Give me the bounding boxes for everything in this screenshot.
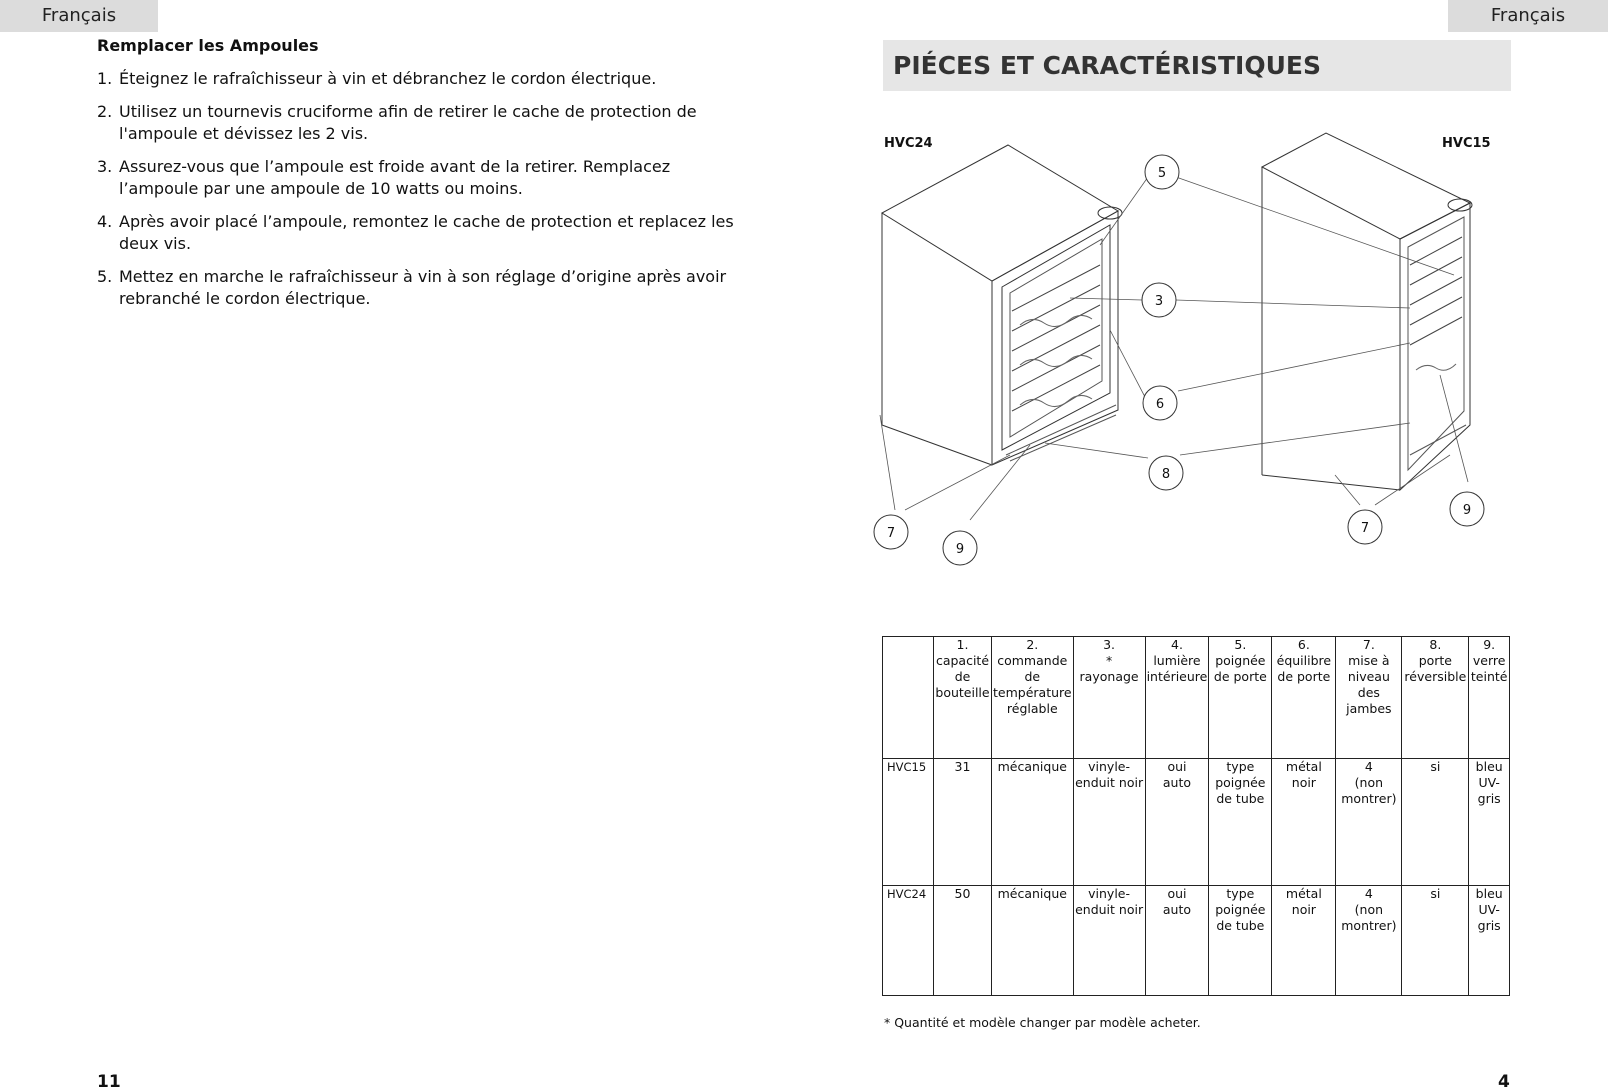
callout-label: 5 (1157, 166, 1167, 181)
table-header-cell: 7. mise à niveau des jambes (1336, 637, 1402, 759)
table-cell: mécanique (992, 759, 1074, 886)
table-cell: si (1402, 759, 1469, 886)
table-cell: bleu UV-gris (1469, 886, 1510, 996)
table-header-cell: 1. capacité de bouteille (934, 637, 992, 759)
table-cell: oui auto (1145, 886, 1209, 996)
table-cell: mécanique (992, 886, 1074, 996)
table-cell: type poignée de tube (1209, 886, 1272, 996)
instruction-step: 5. Mettez en marche le rafraîchisseur à vin à son réglage d’origine après avoir rebranché le cordon électrique. (97, 267, 727, 308)
table-header-cell: 6. équilibre de porte (1272, 637, 1336, 759)
features-table (882, 636, 1510, 996)
table-cell: métal noir (1272, 886, 1336, 996)
callout-label: 9 (955, 542, 965, 557)
callout-label: 8 (1161, 467, 1171, 482)
hvc24-cabinet-illustration (882, 145, 1122, 465)
instruction-list (97, 68, 737, 321)
table-header-cell: 3. * rayonage (1073, 637, 1145, 759)
instruction-step: 4. Après avoir placé l’ampoule, remontez le cache de protection et replacez les deux vis. (97, 212, 734, 253)
table-cell: 4 (non montrer) (1336, 886, 1402, 996)
table-cell: 50 (934, 886, 992, 996)
table-header-cell: 2. commande de température réglable (992, 637, 1074, 759)
table-row-model: HVC15 (883, 759, 934, 886)
table-header-cell: 4. lumière intérieure (1145, 637, 1209, 759)
table-corner-cell (883, 637, 934, 759)
table-row (883, 759, 1510, 886)
table-cell: vinyle- enduit noir (1073, 759, 1145, 886)
model-label-hvc15: HVC15 (1442, 136, 1491, 151)
table-cell: 31 (934, 759, 992, 886)
instruction-step: 2. Utilisez un tournevis cruciforme afin de retirer le cache de protection de l'ampoule et dévissez les 2 vis. (97, 102, 697, 143)
instruction-step: 3. Assurez-vous que l’ampoule est froide avant de la retirer. Remplacez l’ampoule par une ampoule de 10 watts ou moins. (97, 157, 671, 198)
table-header-cell: 9. verre teinté (1469, 637, 1510, 759)
table-cell: vinyle- enduit noir (1073, 886, 1145, 996)
callout-label: 3 (1154, 294, 1164, 309)
table-cell: métal noir (1272, 759, 1336, 886)
section-heading: Remplacer les Ampoules (97, 36, 319, 55)
hvc15-cabinet-illustration (1262, 133, 1472, 490)
table-cell: 4 (non montrer) (1336, 759, 1402, 886)
callout-label: 7 (1360, 521, 1370, 536)
table-row-model: HVC24 (883, 886, 934, 996)
table-cell: bleu UV-gris (1469, 759, 1510, 886)
table-header-cell: 5. poignée de porte (1209, 637, 1272, 759)
page-number-right: 4 (1498, 1072, 1510, 1092)
language-tab-left: Français (0, 0, 158, 32)
table-header-row (883, 637, 1510, 759)
instruction-step: 1. Éteignez le rafraîchisseur à vin et débranchez le cordon électrique. (97, 69, 657, 88)
footnote: * Quantité et modèle changer par modèle acheter. (884, 1015, 1201, 1030)
callout-label: 6 (1155, 397, 1165, 412)
table-cell: oui auto (1145, 759, 1209, 886)
table-header-cell: 8. porte réversible (1402, 637, 1469, 759)
callout-label: 9 (1462, 503, 1472, 518)
table-cell: si (1402, 886, 1469, 996)
page-number-left: 11 (97, 1072, 121, 1092)
language-tab-right: Français (1448, 0, 1608, 32)
callout-label: 7 (886, 526, 896, 541)
page-title: PIÉCES ET CARACTÉRISTIQUES (883, 40, 1511, 91)
callouts (874, 155, 1484, 565)
table-cell: type poignée de tube (1209, 759, 1272, 886)
model-label-hvc24: HVC24 (884, 136, 933, 151)
table-row (883, 886, 1510, 996)
wine-cooler-diagram (870, 125, 1520, 575)
